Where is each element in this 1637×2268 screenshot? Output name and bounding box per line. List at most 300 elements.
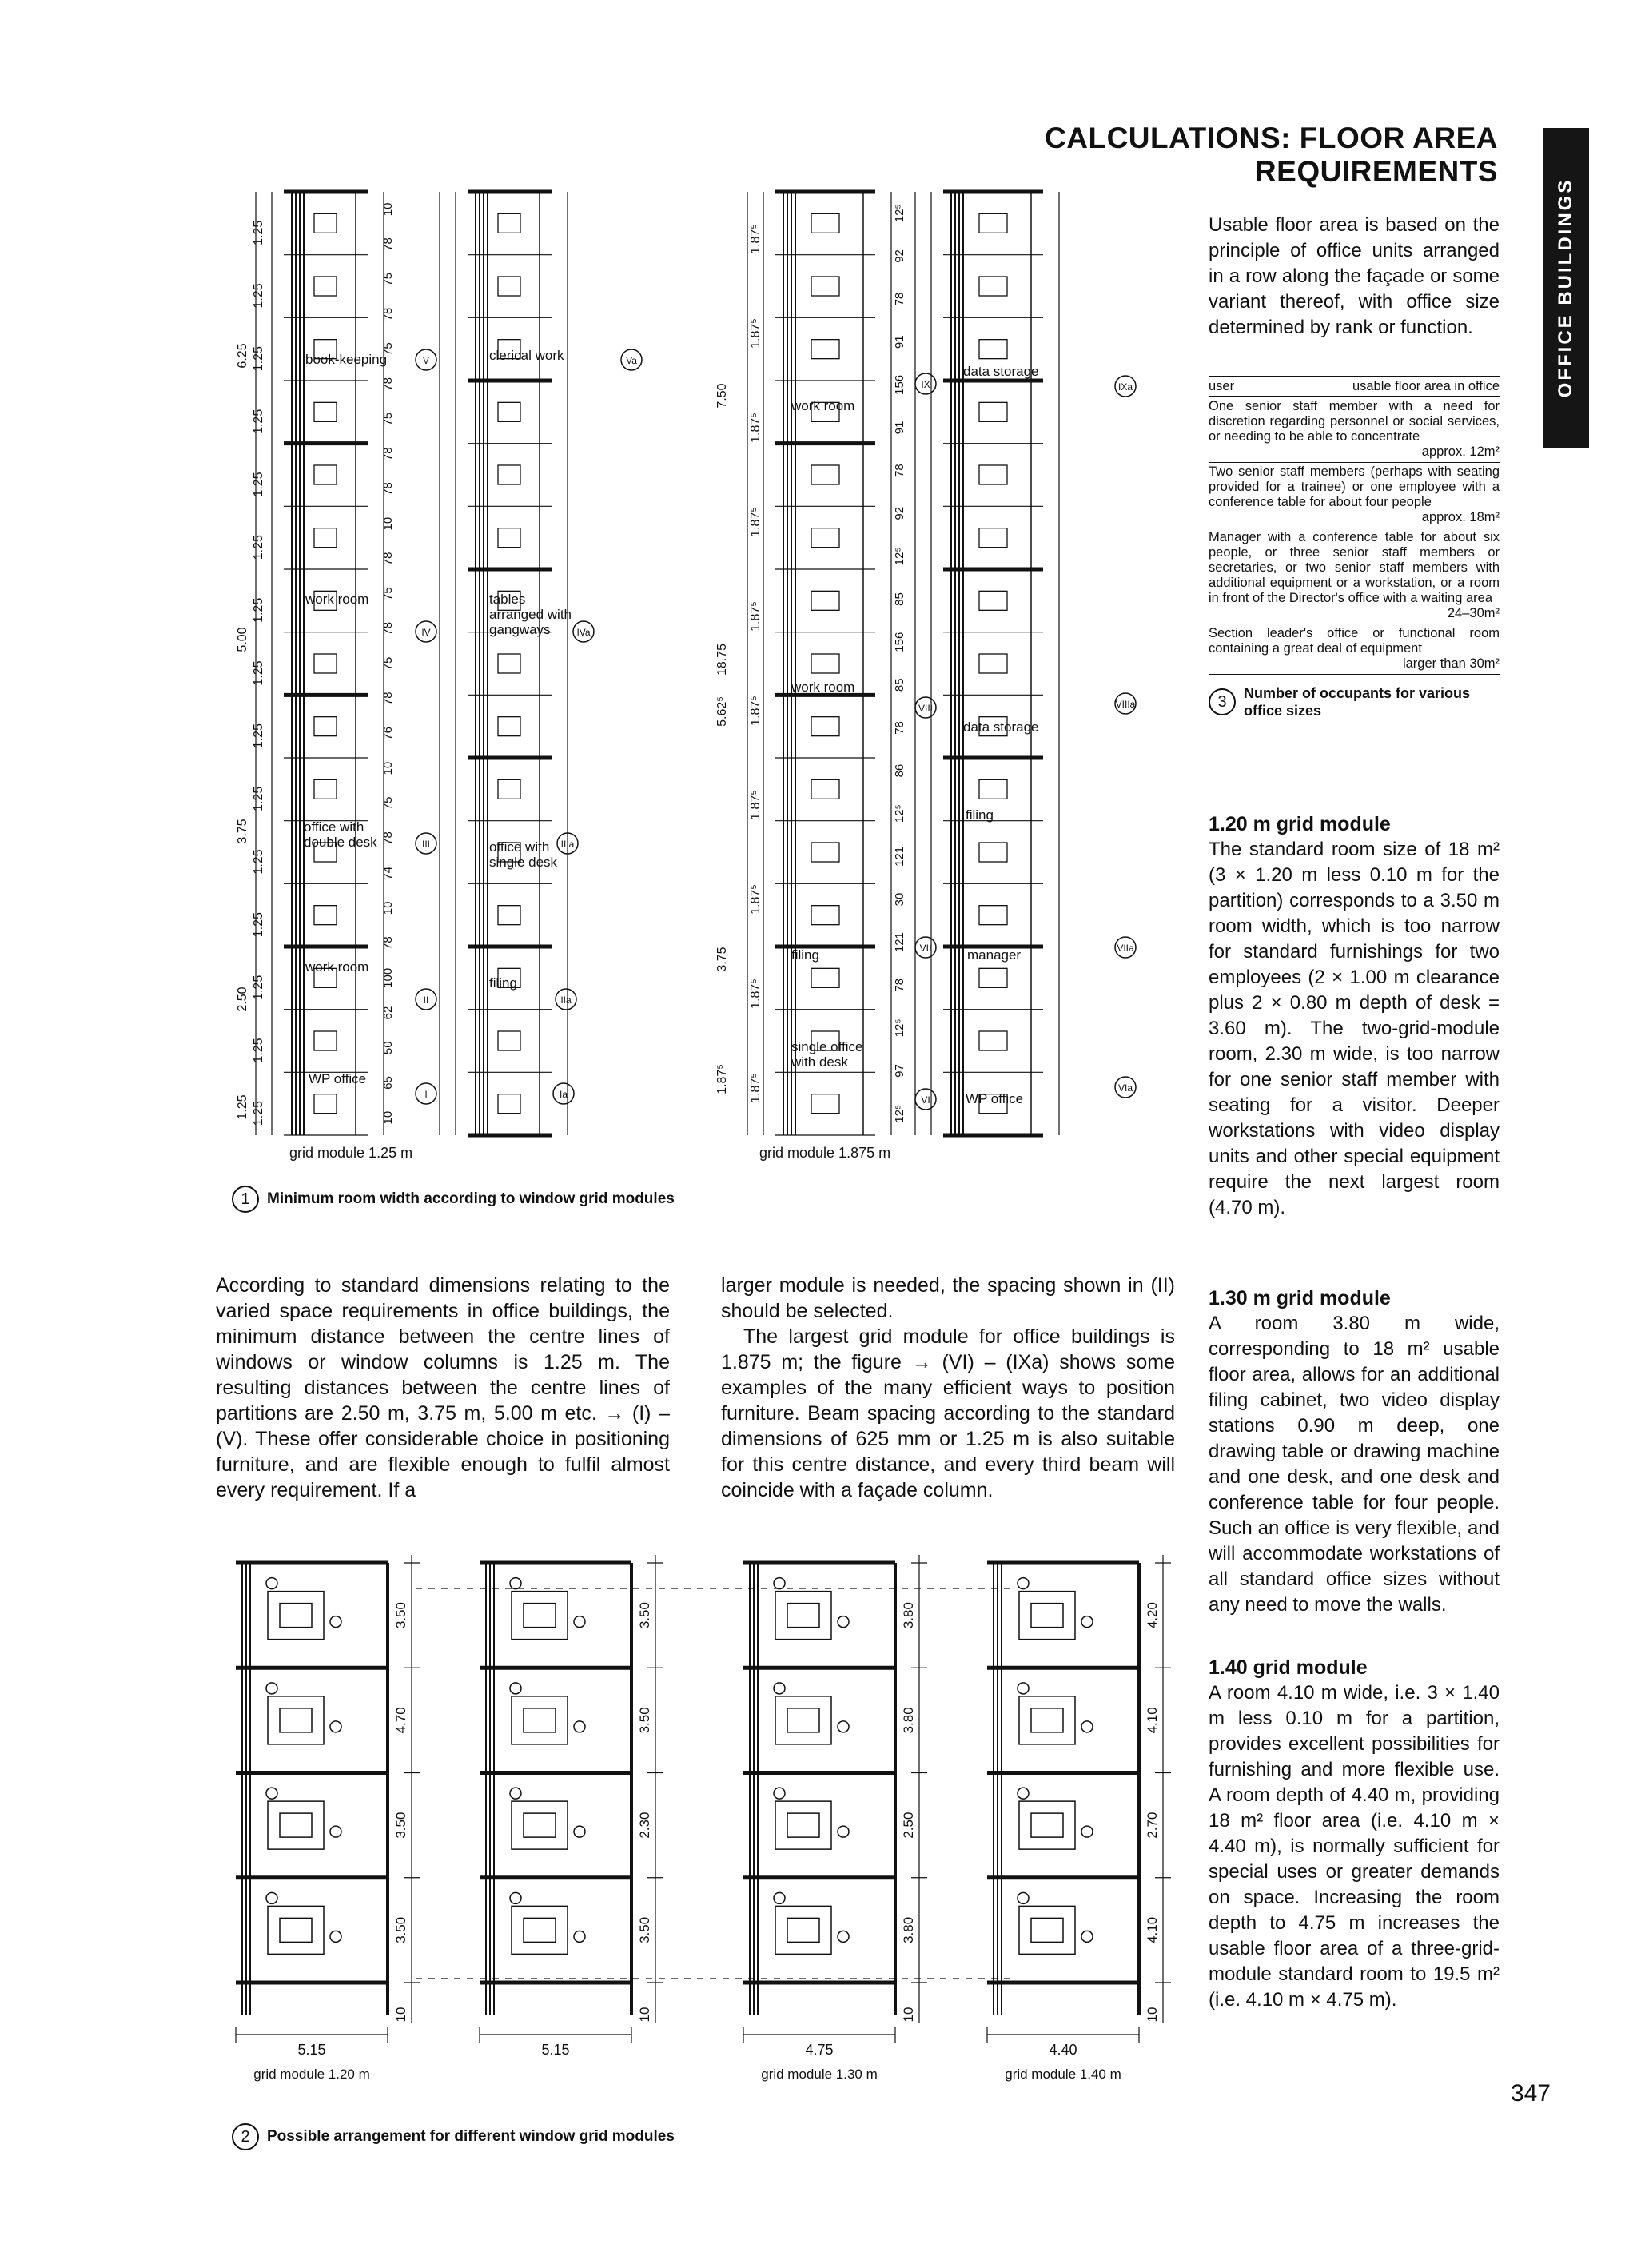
- dimension-label: 1.25: [252, 472, 265, 497]
- desk-symbol: [314, 1094, 337, 1114]
- dimension-label: 75: [381, 272, 395, 286]
- dimension-label: 74: [381, 866, 395, 880]
- dimension-label: 10: [381, 761, 395, 775]
- dimension-label: 1.25: [252, 1038, 265, 1063]
- chair-symbol: [510, 1578, 521, 1589]
- sidebar-section-130: [1209, 1285, 1500, 1618]
- room-label: filing: [791, 947, 819, 963]
- desk-symbol: [280, 1918, 312, 1942]
- dimension-label: 78: [893, 464, 906, 477]
- sidebar-intro-text: Usable floor area is based on the principle of office units arranged in a row along the façade or some variant thereof, with office size determined by rank or function.: [1209, 214, 1500, 338]
- dimension-label: 3.80: [901, 1707, 916, 1734]
- section-tab-label: OFFICE BUILDINGS: [1555, 177, 1576, 398]
- table-cell-user: One senior staff member with a need for discretion regarding personnel or social services, or needing to be able to concentrate: [1209, 399, 1500, 444]
- dimension-label: 1.25: [236, 1094, 249, 1120]
- dimension-label: 1.25: [252, 723, 265, 749]
- body-column-2: [721, 1273, 1175, 1503]
- figure2-caption-text: Possible arrangement for different window grid modules: [267, 2128, 675, 2145]
- page-title: [779, 122, 1498, 189]
- dimension-label: 1.87⁵: [749, 1073, 763, 1103]
- figure2-number: 2: [232, 2123, 259, 2150]
- dimension-label: 1.25: [252, 912, 265, 938]
- section-heading-120: 1.20 m grid module: [1209, 813, 1391, 835]
- desk-symbol: [1031, 1604, 1063, 1628]
- section-heading-130: 1.30 m grid module: [1209, 1287, 1391, 1309]
- occupancy-table-header: [1209, 376, 1500, 397]
- chair-symbol: [838, 1826, 849, 1837]
- dimension-label: 3.50: [393, 1602, 408, 1629]
- dimension-label: 1.87⁵: [749, 884, 763, 915]
- desk-symbol: [979, 465, 1007, 484]
- desk-symbol: [268, 1696, 324, 1744]
- desk-symbol: [524, 1813, 556, 1837]
- figure3-caption: [1209, 684, 1500, 719]
- desk-symbol: [314, 402, 337, 421]
- chair-symbol: [1081, 1826, 1093, 1837]
- dimension-label: 78: [381, 936, 395, 950]
- desk-symbol: [314, 213, 337, 233]
- dimension-label: 10: [637, 2007, 652, 2023]
- room-label: filing: [966, 807, 994, 823]
- desk-symbol: [811, 779, 839, 799]
- marker-label: IV: [421, 627, 431, 638]
- dimension-label: 4.20: [1145, 1602, 1160, 1629]
- desk-symbol: [979, 906, 1007, 925]
- desk-symbol: [811, 717, 839, 736]
- desk-symbol: [775, 1696, 831, 1744]
- room-label: book-keeping: [305, 352, 388, 367]
- dimension-label: 10: [1145, 2007, 1160, 2023]
- dimension-label: 1.25: [252, 535, 265, 560]
- marker-label: IX: [921, 379, 930, 390]
- dimension-label: 12⁵: [893, 1018, 906, 1038]
- dimension-label: 3.50: [637, 1707, 652, 1734]
- dimension-label: 1.87⁵: [749, 601, 763, 632]
- room-label: work room: [791, 398, 855, 413]
- desk-symbol: [498, 1094, 520, 1114]
- desk-symbol: [979, 779, 1007, 799]
- desk-symbol: [524, 1604, 556, 1628]
- chair-symbol: [838, 1931, 849, 1942]
- dimension-label: 76: [381, 727, 395, 740]
- body-col1-text: According to standard dimensions relating to the varied space requirements in office buildings, the minimum distance between the centre lines of windows or window columns is 1.25 m. The resulting distances between the centre lines of partitions are 2.50 m, 3.75 m, 5.00 m etc. → (I) – (V). These offer considerable choice in positioning furniture, and are flexible enough to fulfil almost every requirement. If a: [216, 1274, 670, 1501]
- dimension-label: 1.25: [252, 346, 265, 372]
- dimension-label: 156: [893, 632, 906, 652]
- desk-symbol: [498, 402, 520, 421]
- dimension-label: 10: [381, 202, 395, 217]
- desk-symbol: [811, 528, 839, 548]
- marker-label: V: [422, 355, 430, 366]
- dimension-label: 3.50: [393, 1812, 408, 1839]
- table-row: [1209, 528, 1500, 624]
- chair-symbol: [574, 1721, 585, 1732]
- dimension-label: 7.50: [715, 383, 729, 409]
- dimension-label: 78: [381, 377, 395, 391]
- marker-label: II: [423, 994, 429, 1006]
- desk-symbol: [979, 528, 1007, 548]
- table-cell-area: larger than 30m²: [1402, 656, 1500, 671]
- desk-symbol: [498, 779, 520, 799]
- desk-symbol: [280, 1813, 312, 1837]
- dimension-label: 1.87⁵: [749, 979, 763, 1009]
- section-text-120: The standard room size of 18 m² (3 × 1.20 m less 0.10 m for the partition) corresponds to a 3.50 m room width, which is too narrow for standard furnishings for two employees (2 × 1.00 m clearance plus 2 × 0.80 m depth of desk = 3.60 m). The two-grid-module room, 2.30 m wide, is too narrow for one senior staff member with seating for a visitor. Deeper workstations with video display units and other special equipment require the next largest room (4.70 m).: [1209, 839, 1500, 1218]
- desk-symbol: [524, 1918, 556, 1942]
- dimension-label: 92: [893, 249, 906, 263]
- dimension-label: 50: [381, 1041, 395, 1055]
- desk-symbol: [1019, 1592, 1075, 1640]
- room-label: office with double desk: [304, 819, 377, 850]
- plan-width-label: 4.40: [1049, 2042, 1077, 2058]
- desk-symbol: [1019, 1696, 1075, 1744]
- dimension-label: 91: [893, 421, 906, 435]
- chair-symbol: [266, 1578, 277, 1589]
- dimension-label: 86: [893, 763, 906, 778]
- dimension-label: 1.87⁵: [749, 318, 763, 349]
- figure1-floor-plans: [232, 180, 1151, 1187]
- dimension-label: 78: [893, 978, 906, 992]
- desk-symbol: [268, 1592, 324, 1640]
- dimension-label: 1.25: [252, 975, 265, 1000]
- dimension-label: 10: [381, 901, 395, 915]
- dimension-label: 12⁵: [893, 204, 906, 223]
- desk-symbol: [811, 654, 839, 673]
- body-column-1: [216, 1273, 670, 1503]
- table-cell-area: approx. 18m²: [1421, 510, 1500, 524]
- dimension-label: 10: [393, 2007, 408, 2023]
- dimension-label: 75: [381, 342, 395, 357]
- desk-symbol: [979, 654, 1007, 673]
- dimension-label: 30: [893, 892, 906, 907]
- dimension-label: 3.50: [393, 1916, 408, 1943]
- marker-label: VI: [921, 1094, 930, 1106]
- marker-label: VIII: [918, 703, 934, 714]
- desk-symbol: [979, 213, 1007, 233]
- desk-symbol: [314, 779, 337, 799]
- dimension-label: 1.87⁵: [749, 696, 763, 726]
- fig1-left-module-label: grid module 1.25 m: [289, 1145, 413, 1161]
- dimension-label: 2.50: [236, 987, 249, 1012]
- dimension-label: 4.10: [1145, 1707, 1160, 1734]
- dimension-label: 78: [381, 307, 395, 321]
- dimension-label: 156: [893, 374, 906, 395]
- dimension-label: 18.75: [715, 643, 729, 676]
- dimension-label: 3.80: [901, 1602, 916, 1629]
- dimension-label: 78: [381, 831, 395, 845]
- table-cell-area: 24–30m²: [1447, 606, 1500, 620]
- dimension-label: 121: [893, 846, 906, 867]
- desk-symbol: [979, 402, 1007, 421]
- dimension-label: 2.50: [901, 1812, 916, 1839]
- table-row: [1209, 397, 1500, 463]
- dimension-label: 1.25: [252, 786, 265, 811]
- desk-symbol: [979, 968, 1007, 987]
- body-col2-b: The largest grid module for office buildings is 1.875 m; the figure → (VI) – (IXa) shows some examples of the many efficient ways to position furniture. Beam spacing according to the standard dimensions of 625 mm or 1.25 m is also suitable for this centre distance, and every third beam will coincide with a façade column.: [721, 1325, 1175, 1501]
- desk-symbol: [979, 843, 1007, 862]
- desk-symbol: [498, 213, 520, 233]
- plan-module-label: grid module 1.30 m: [761, 2067, 878, 2082]
- section-tab: [1543, 128, 1589, 448]
- plan-module-label: grid module 1.20 m: [253, 2067, 370, 2082]
- dimension-label: 85: [893, 592, 906, 606]
- desk-symbol: [498, 1031, 520, 1050]
- desk-symbol: [775, 1592, 831, 1640]
- desk-symbol: [787, 1813, 819, 1837]
- chair-symbol: [838, 1721, 849, 1732]
- desk-symbol: [314, 906, 337, 925]
- dimension-label: 78: [381, 447, 395, 461]
- figure2-caption: [232, 2123, 675, 2150]
- dimension-label: 1.25: [252, 220, 265, 245]
- desk-symbol: [979, 591, 1007, 610]
- desk-symbol: [1031, 1708, 1063, 1732]
- table-cell-user: Manager with a conference table for about six people, or three senior staff members or secretaries, or two senior staff members with additional equipment or a workstation, or a room in front of the Director's office with a waiting area: [1209, 530, 1500, 605]
- dimension-label: 78: [381, 237, 395, 251]
- dimension-label: 1.87⁵: [749, 224, 763, 254]
- dimension-label: 91: [893, 335, 906, 349]
- marker-label: VIIIa: [1115, 699, 1136, 710]
- chair-symbol: [774, 1892, 785, 1903]
- desk-symbol: [498, 465, 520, 484]
- chair-symbol: [510, 1683, 521, 1694]
- section-text-130: A room 3.80 m wide, corresponding to 18 m² usable floor area, allows for an additional filing cabinet, two video display stations 0.90 m deep, one drawing table or drawing machine and one desk, and one desk and conference table for four people. Such an office is very flexible, and will accommodate workstations of all standard office sizes without any need to move the walls.: [1209, 1313, 1500, 1616]
- chair-symbol: [774, 1683, 785, 1694]
- chair-symbol: [330, 1616, 341, 1628]
- figure3-caption-text: Number of occupants for various office sizes: [1244, 685, 1471, 719]
- desk-symbol: [512, 1592, 568, 1640]
- desk-symbol: [1019, 1906, 1075, 1954]
- desk-symbol: [787, 1918, 819, 1942]
- chair-symbol: [1018, 1683, 1029, 1694]
- section-text-140: A room 4.10 m wide, i.e. 3 × 1.40 m less 0.10 m for a partition, provides excellent possibilities for furnishing and more flexible use. A room depth of 4.40 m, providing 18 m² floor area (i.e. 4.10 m × 4.40 m), is normally sufficient for special uses or greater demands on space. Increasing the room depth to 4.75 m increases the usable floor area of a three-grid-module standard room to 19.5 m² (i.e. 4.10 m × 4.75 m).: [1209, 1682, 1500, 2011]
- dimension-label: 78: [381, 482, 395, 496]
- dimension-label: 5.00: [236, 627, 249, 652]
- desk-symbol: [811, 340, 839, 359]
- desk-symbol: [314, 277, 337, 296]
- desk-symbol: [979, 1031, 1007, 1050]
- plan-width-label: 4.75: [805, 2042, 834, 2058]
- dimension-label: 10: [381, 516, 395, 531]
- sidebar-section-120: [1209, 811, 1500, 1221]
- chair-symbol: [330, 1826, 341, 1837]
- dimension-label: 1.25: [252, 597, 265, 623]
- desk-symbol: [811, 591, 839, 610]
- table-cell-area: approx. 12m²: [1421, 444, 1500, 459]
- dimension-label: 78: [381, 621, 395, 636]
- page-title-line2: REQUIREMENTS: [1254, 155, 1498, 188]
- occupancy-table: [1209, 376, 1500, 719]
- col-user: user: [1209, 379, 1235, 393]
- desk-symbol: [498, 654, 520, 673]
- dimension-label: 121: [893, 932, 906, 953]
- dimension-label: 75: [381, 587, 395, 600]
- chair-symbol: [1081, 1931, 1093, 1942]
- dimension-label: 12⁵: [893, 804, 906, 823]
- dimension-label: 1.25: [252, 660, 265, 686]
- marker-label: I: [424, 1089, 428, 1100]
- dimension-label: 85: [893, 678, 906, 692]
- dimension-label: 100: [381, 967, 395, 988]
- desk-symbol: [314, 465, 337, 484]
- figure1-caption: [232, 1186, 675, 1213]
- chair-symbol: [330, 1721, 341, 1732]
- dimension-label: 75: [381, 796, 395, 811]
- dimension-label: 3.50: [637, 1602, 652, 1629]
- dimension-label: 97: [893, 1064, 906, 1078]
- sidebar-intro: [1209, 213, 1500, 341]
- room-label: WP office: [309, 1071, 367, 1086]
- desk-symbol: [787, 1604, 819, 1628]
- desk-symbol: [498, 906, 520, 925]
- dimension-label: 3.50: [637, 1916, 652, 1943]
- desk-symbol: [979, 340, 1007, 359]
- chair-symbol: [774, 1578, 785, 1589]
- room-label: work room: [305, 592, 369, 607]
- desk-symbol: [498, 528, 520, 548]
- dimension-label: 1.87⁵: [715, 1064, 729, 1094]
- dimension-label: 75: [381, 412, 395, 426]
- chair-symbol: [1018, 1788, 1029, 1799]
- dimension-label: 3.80: [901, 1916, 916, 1943]
- table-cell-user: Two senior staff members (perhaps with seating provided for a trainee) or one employee with a conference table for about four people: [1209, 464, 1500, 509]
- marker-label: VIIa: [1117, 943, 1134, 954]
- room-label: single office with desk: [791, 1039, 863, 1070]
- dimension-label: 10: [381, 1110, 395, 1125]
- section-heading-140: 1.40 grid module: [1209, 1656, 1368, 1679]
- plan-width-label: 5.15: [541, 2042, 570, 2058]
- desk-symbol: [811, 843, 839, 862]
- room-label: clerical work: [489, 348, 564, 363]
- table-row: [1209, 463, 1500, 528]
- desk-symbol: [512, 1801, 568, 1849]
- fig1-right-module-label: grid module 1.875 m: [759, 1145, 891, 1161]
- dimension-label: 65: [381, 1076, 395, 1090]
- dimension-label: 78: [893, 721, 906, 735]
- room-label: tables arranged with gangways: [489, 592, 572, 637]
- dimension-label: 78: [381, 552, 395, 566]
- room-label: office with single desk: [489, 839, 558, 870]
- desk-symbol: [811, 277, 839, 296]
- dimension-label: 78: [381, 692, 395, 706]
- chair-symbol: [330, 1931, 341, 1942]
- desk-symbol: [314, 717, 337, 736]
- plan-width-label: 5.15: [297, 2042, 326, 2058]
- dimension-label: 2.70: [1145, 1812, 1160, 1839]
- col-area: usable floor area in office: [1352, 379, 1500, 393]
- marker-label: IIa: [560, 994, 572, 1006]
- page-title-line1: CALCULATIONS: FLOOR AREA: [1045, 122, 1498, 154]
- dimension-label: 12⁵: [893, 547, 906, 566]
- chair-symbol: [1018, 1578, 1029, 1589]
- room-label: WP office: [966, 1091, 1024, 1106]
- dimension-label: 92: [893, 506, 906, 520]
- dimension-label: 6.25: [236, 343, 249, 369]
- body-col2-a: larger module is needed, the spacing shown in (II) should be selected.: [721, 1274, 1175, 1322]
- table-cell-user: Section leader's office or functional room containing a great deal of equipment: [1209, 626, 1500, 656]
- chair-symbol: [1018, 1892, 1029, 1903]
- desk-symbol: [314, 654, 337, 673]
- chair-symbol: [1081, 1616, 1093, 1628]
- plan-module-label: grid module 1,40 m: [1005, 2067, 1121, 2082]
- sidebar-section-140: [1209, 1655, 1500, 2013]
- dimension-label: 10: [901, 2007, 916, 2023]
- chair-symbol: [510, 1892, 521, 1903]
- dimension-label: 78: [893, 292, 906, 306]
- desk-symbol: [811, 1094, 839, 1114]
- dimension-label: 3.75: [236, 819, 249, 844]
- dimension-label: 75: [381, 656, 395, 671]
- chair-symbol: [510, 1788, 521, 1799]
- chair-symbol: [574, 1616, 585, 1628]
- desk-symbol: [979, 277, 1007, 296]
- marker-label: Ia: [559, 1089, 568, 1100]
- marker-label: VIa: [1117, 1082, 1133, 1094]
- room-label: work room: [791, 680, 855, 695]
- figure1-number: 1: [232, 1186, 259, 1213]
- desk-symbol: [314, 1031, 337, 1050]
- figure3-number: 3: [1209, 688, 1236, 715]
- marker-label: IIIa: [560, 839, 575, 850]
- dimension-label: 1.25: [252, 283, 265, 309]
- dimension-label: 12⁵: [893, 1104, 906, 1123]
- dimension-label: 5.62⁵: [715, 696, 729, 727]
- chair-symbol: [266, 1788, 277, 1799]
- desk-symbol: [811, 465, 839, 484]
- desk-symbol: [1031, 1918, 1063, 1942]
- desk-symbol: [524, 1708, 556, 1732]
- dimension-label: 1.25: [252, 1101, 265, 1126]
- dimension-label: 1.87⁵: [749, 507, 763, 537]
- room-label: work room: [305, 959, 369, 975]
- desk-symbol: [268, 1801, 324, 1849]
- desk-symbol: [512, 1696, 568, 1744]
- dimension-label: 3.75: [715, 947, 729, 972]
- marker-label: IVa: [576, 627, 591, 638]
- table-row: [1209, 624, 1500, 675]
- marker-label: III: [421, 839, 431, 850]
- dimension-label: 1.87⁵: [749, 790, 763, 820]
- desk-symbol: [787, 1708, 819, 1732]
- desk-symbol: [811, 213, 839, 233]
- room-label: manager: [967, 947, 1022, 963]
- desk-symbol: [775, 1801, 831, 1849]
- desk-symbol: [314, 528, 337, 548]
- chair-symbol: [774, 1788, 785, 1799]
- marker-label: IXa: [1117, 381, 1133, 393]
- marker-label: Va: [626, 355, 637, 366]
- desk-symbol: [775, 1906, 831, 1954]
- dimension-label: 1.25: [252, 849, 265, 875]
- figure2-furnished-plans: [216, 1547, 1199, 2099]
- desk-symbol: [811, 906, 839, 925]
- desk-symbol: [512, 1906, 568, 1954]
- desk-symbol: [280, 1708, 312, 1732]
- chair-symbol: [838, 1616, 849, 1628]
- desk-symbol: [811, 968, 839, 987]
- chair-symbol: [574, 1931, 585, 1942]
- desk-symbol: [498, 717, 520, 736]
- page-number: 347: [1510, 2080, 1551, 2107]
- desk-symbol: [1019, 1801, 1075, 1849]
- chair-symbol: [1081, 1721, 1093, 1732]
- marker-label: VII: [919, 943, 932, 954]
- chair-symbol: [574, 1826, 585, 1837]
- dimension-label: 2.30: [637, 1812, 652, 1839]
- desk-symbol: [498, 277, 520, 296]
- dimension-label: 4.10: [1145, 1916, 1160, 1943]
- desk-symbol: [1031, 1813, 1063, 1837]
- desk-symbol: [268, 1906, 324, 1954]
- dimension-label: 4.70: [393, 1707, 408, 1734]
